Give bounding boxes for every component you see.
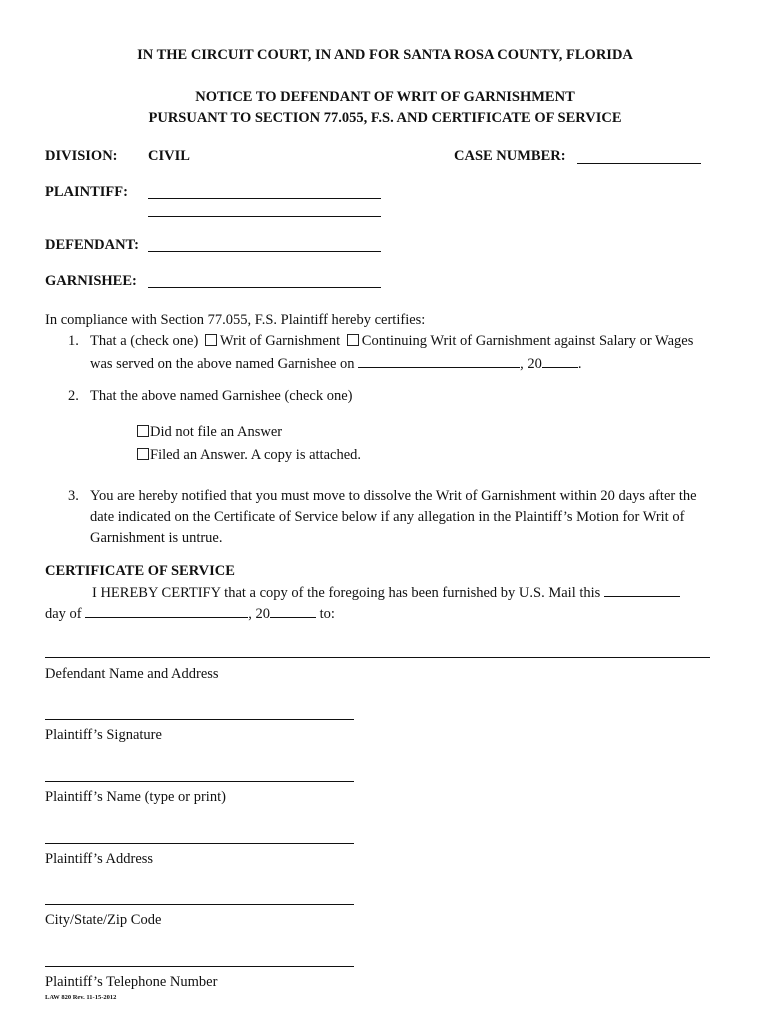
served-year-prefix: , 20 (520, 356, 542, 372)
plaintiff-signature-label: Plaintiff’s Signature (45, 727, 162, 743)
document-title-line2: PURSUANT TO SECTION 77.055, F.S. AND CERTIFICATE OF SERVICE (148, 110, 622, 126)
writ-of-garnishment-checkbox[interactable] (205, 334, 217, 346)
to-text: to: (319, 606, 335, 622)
certificate-line1 (92, 584, 680, 602)
document-title-line1: NOTICE TO DEFENDANT OF WRIT OF GARNISHMENT (195, 89, 575, 105)
plaintiff-field-line1[interactable] (148, 198, 381, 199)
city-state-zip-label: City/State/Zip Code (45, 912, 162, 928)
certify-month-field[interactable] (85, 605, 248, 618)
city-state-zip-field[interactable] (45, 904, 354, 905)
day-of-text: day of (45, 606, 82, 622)
item3-line2: date indicated on the Certificate of Service below if any allegation in the Plaintiff’s Motion for Writ of (90, 509, 685, 525)
certificate-line2 (45, 605, 335, 623)
continuing-writ-label: Continuing Writ of Garnishment against Salary or Wages (361, 333, 694, 349)
plaintiff-phone-field[interactable] (45, 966, 354, 967)
division-label: DIVISION: (45, 148, 118, 164)
served-on-text: was served on the above named Garnishee on (90, 356, 355, 372)
did-not-file-label: Did not file an Answer (150, 424, 283, 440)
item1-line2 (90, 355, 582, 373)
plaintiff-signature-field[interactable] (45, 719, 354, 720)
court-heading: IN THE CIRCUIT COURT, IN AND FOR SANTA ROSA COUNTY, FLORIDA (137, 47, 633, 63)
did-not-file-checkbox[interactable] (137, 425, 149, 437)
item1-prefix: That a (check one) (90, 333, 199, 349)
defendant-address-label: Defendant Name and Address (45, 666, 219, 682)
item1-number: 1. (68, 333, 79, 349)
plaintiff-name-field[interactable] (45, 781, 354, 782)
item3-line1: You are hereby notified that you must move to dissolve the Writ of Garnishment within 20 days after the (90, 488, 697, 504)
certify-year-prefix: , 20 (248, 606, 271, 622)
compliance-intro: In compliance with Section 77.055, F.S. Plaintiff hereby certifies: (45, 312, 426, 328)
plaintiff-label: PLAINTIFF: (45, 184, 128, 200)
item1-line1 (90, 333, 693, 350)
plaintiff-address-field[interactable] (45, 843, 354, 844)
continuing-writ-checkbox[interactable] (347, 334, 359, 346)
did-not-file-option (137, 424, 282, 441)
writ-of-garnishment-label: Writ of Garnishment (219, 333, 341, 349)
plaintiff-field-line2[interactable] (148, 216, 381, 217)
defendant-label: DEFENDANT: (45, 237, 139, 253)
plaintiff-name-label: Plaintiff’s Name (type or print) (45, 789, 226, 805)
item3-line3: Garnishment is untrue. (90, 530, 223, 546)
plaintiff-address-label: Plaintiff’s Address (45, 851, 154, 867)
item3-number: 3. (68, 488, 79, 504)
served-date-field[interactable] (358, 355, 520, 368)
certify-text: I HEREBY CERTIFY that a copy of the foregoing has been furnished by U.S. Mail this (92, 585, 601, 601)
filed-answer-checkbox[interactable] (137, 448, 149, 460)
filed-answer-label: Filed an Answer. A copy is attached. (150, 447, 362, 463)
division-value: CIVIL (148, 148, 190, 164)
garnishee-label: GARNISHEE: (45, 273, 137, 289)
garnishee-field[interactable] (148, 287, 381, 288)
certify-day-field[interactable] (604, 584, 680, 597)
defendant-field[interactable] (148, 251, 381, 252)
item2-number: 2. (68, 388, 79, 404)
filed-answer-option (137, 447, 361, 464)
certify-year-field[interactable] (270, 605, 316, 618)
certificate-heading: CERTIFICATE OF SERVICE (45, 563, 235, 579)
plaintiff-phone-label: Plaintiff’s Telephone Number (45, 974, 218, 990)
case-number-field[interactable] (577, 163, 701, 164)
served-year-field[interactable] (542, 355, 578, 368)
form-number: LAW 820 Rev. 11-15-2012 (45, 994, 117, 1001)
case-number-label: CASE NUMBER: (454, 148, 566, 164)
item2-text: That the above named Garnishee (check one) (90, 388, 353, 404)
defendant-address-field[interactable] (45, 657, 710, 658)
served-line-end: . (577, 356, 582, 372)
